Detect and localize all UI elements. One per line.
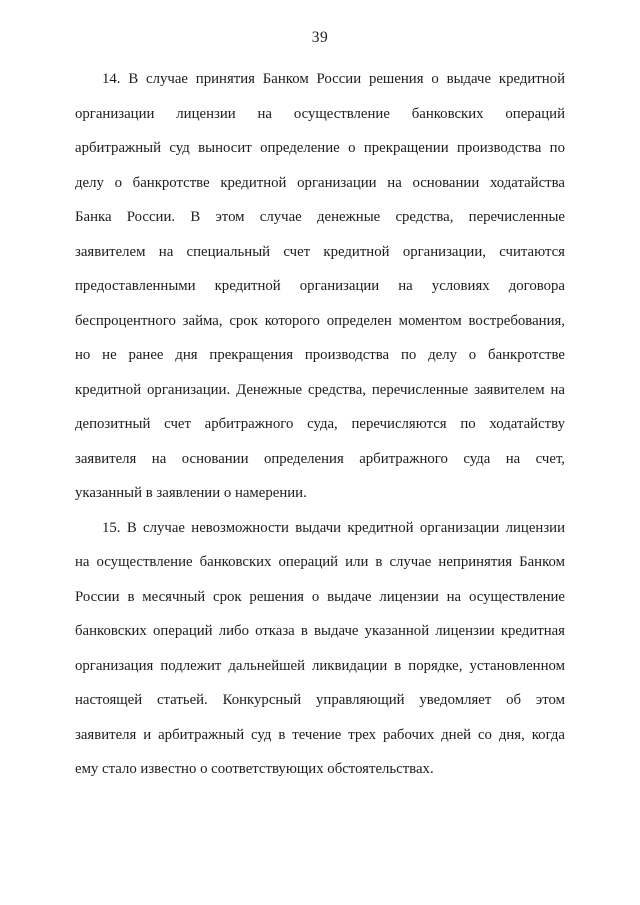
paragraph-14-line: но не ранее дня прекращения производства по делу о банкротстве <box>75 347 565 363</box>
paragraph-14-line: заявителя на основании определения арбитражного суда на счет, <box>75 450 565 467</box>
page-number: 39 <box>311 29 329 46</box>
paragraph-15-line: настоящей статьей. Конкурсный управляющий уведомляет об этом <box>75 692 565 708</box>
document-content <box>75 62 565 787</box>
paragraph-14-line: арбитражный суд выносит определение о прекращении производства по <box>75 140 565 156</box>
paragraph-14-line: указанный в заявлении о намерении. <box>75 485 307 501</box>
paragraph-14-line: предоставленными кредитной организации на условиях договора <box>75 278 565 294</box>
paragraph-15-line: ему стало известно о соответствующих обстоятельствах. <box>75 761 434 777</box>
paragraph-15-line: банковских операций либо отказа в выдаче указанной лицензии кредитная <box>75 623 565 639</box>
paragraph-15-line: заявителя и арбитражный суд в течение трех рабочих дней со дня, когда <box>75 726 565 743</box>
paragraph-14-line: кредитной организации. Денежные средства, перечисленные заявителем на <box>75 381 565 398</box>
paragraph-14-line: депозитный счет арбитражного суда, перечисляются по ходатайству <box>75 416 565 432</box>
paragraph-14-line: организации лицензии на осуществление банковских операций <box>75 105 565 122</box>
paragraph-15-line: 15. В случае невозможности выдачи кредитной организации лицензии <box>102 519 565 536</box>
paragraph-14-line: делу о банкротстве кредитной организации на основании ходатайства <box>75 174 565 191</box>
paragraph-14-line: заявителем на специальный счет кредитной организации, считаются <box>75 243 565 260</box>
paragraph-15-line: России в месячный срок решения о выдаче лицензии на осуществление <box>75 588 565 605</box>
paragraph-15-line: организация подлежит дальнейшей ликвидации в порядке, установленном <box>75 657 565 674</box>
paragraph-15-line: на осуществление банковских операций или в случае непринятия Банком <box>75 554 565 570</box>
paragraph-14-line: Банка России. В этом случае денежные средства, перечисленные <box>75 209 565 225</box>
paragraph-14-line: беспроцентного займа, срок которого определен моментом востребования, <box>75 312 565 329</box>
paragraph-14-line: 14. В случае принятия Банком России решения о выдаче кредитной <box>102 71 565 87</box>
